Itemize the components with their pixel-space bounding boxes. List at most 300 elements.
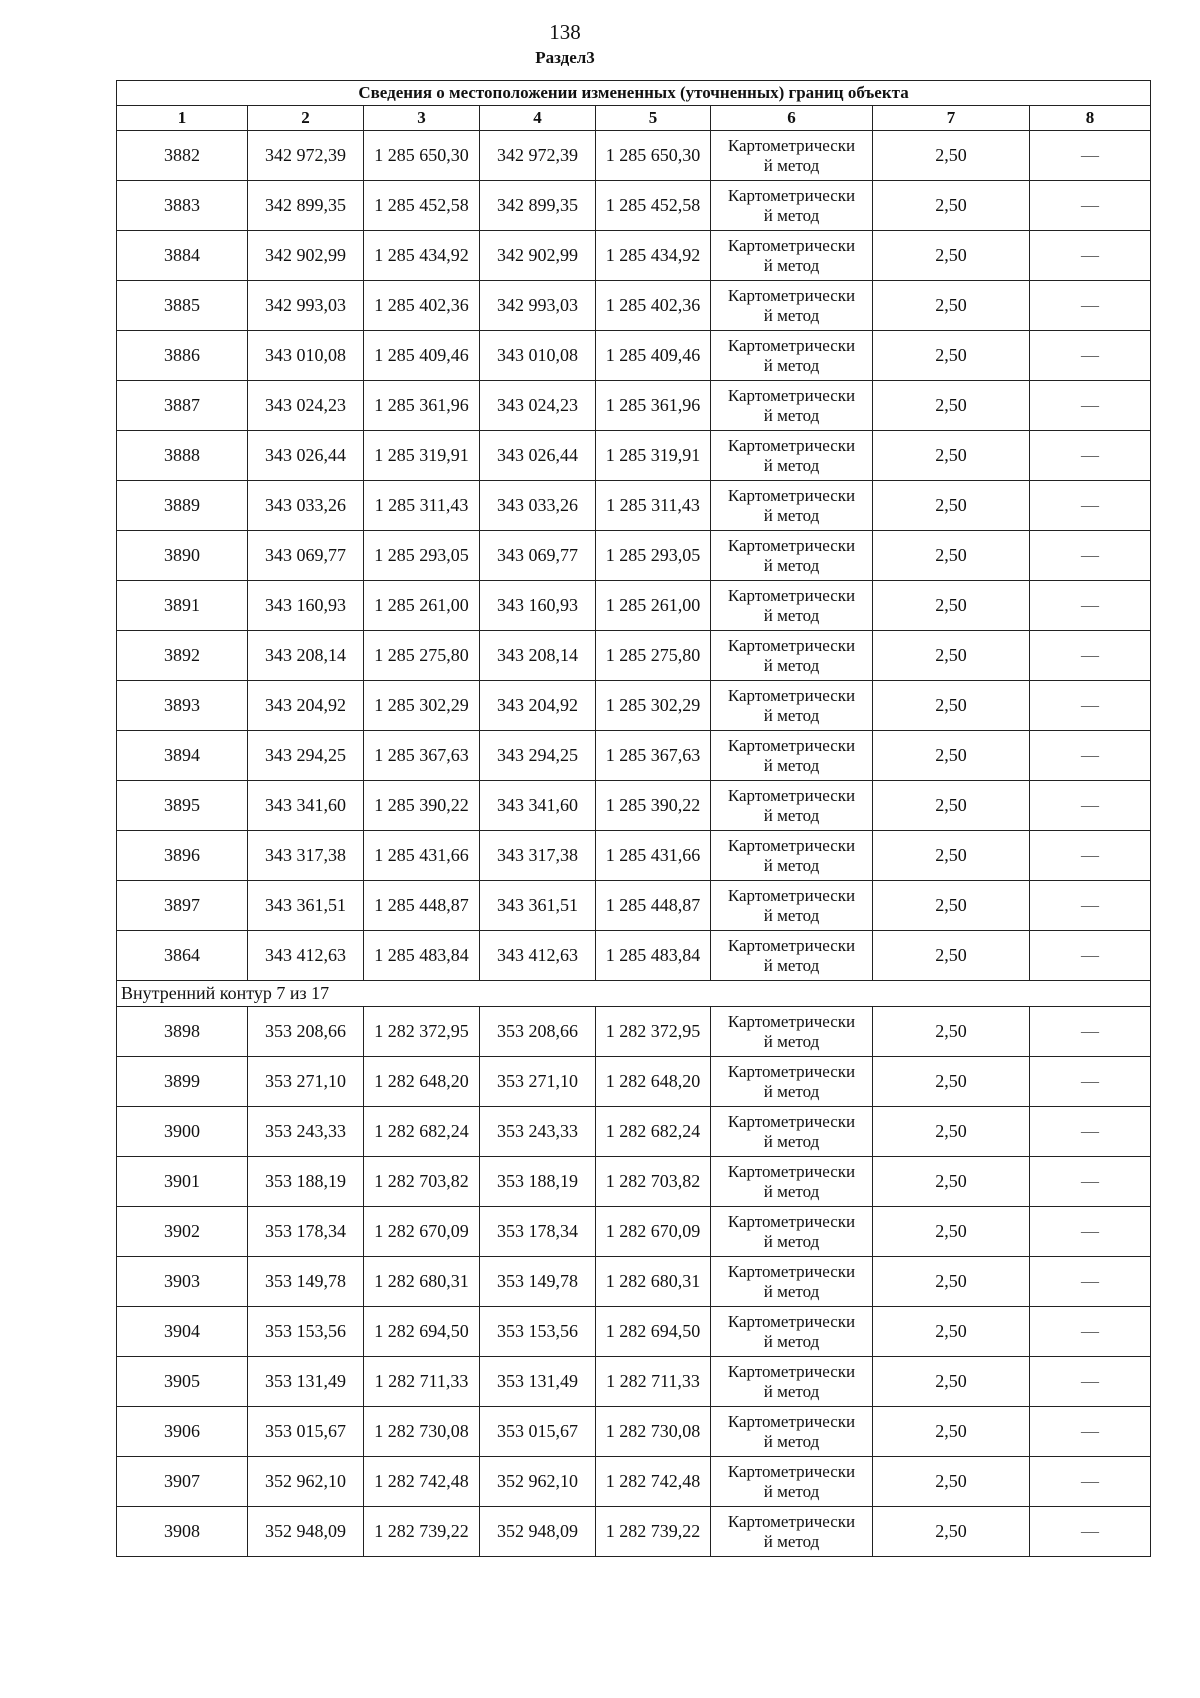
x-new-cell: 353 153,56 [480, 1307, 596, 1357]
x-old-cell: 343 033,26 [248, 481, 364, 531]
method-line: Картометрически [727, 885, 856, 905]
accuracy-cell: 2,50 [873, 781, 1030, 831]
point-number-cell: 3899 [117, 1057, 248, 1107]
method-cell [711, 1407, 873, 1457]
accuracy-cell: 2,50 [873, 131, 1030, 181]
method-line: й метод [763, 1231, 820, 1251]
y-old-cell: 1 285 293,05 [364, 531, 480, 581]
y-new-cell: 1 285 431,66 [596, 831, 711, 881]
y-old-cell: 1 285 402,36 [364, 281, 480, 331]
x-old-cell: 343 024,23 [248, 381, 364, 431]
point-number-cell: 3883 [117, 181, 248, 231]
method-line: Картометрически [727, 785, 856, 805]
table-row [117, 1057, 1151, 1107]
y-new-cell: 1 285 261,00 [596, 581, 711, 631]
method-line: Картометрически [727, 485, 856, 505]
x-new-cell: 352 962,10 [480, 1457, 596, 1507]
accuracy-cell: 2,50 [873, 1107, 1030, 1157]
method-line: й метод [763, 1131, 820, 1151]
point-number-cell: 3892 [117, 631, 248, 681]
method-cell [711, 181, 873, 231]
method-cell [711, 1207, 873, 1257]
method-line: Картометрически [727, 235, 856, 255]
x-new-cell: 342 972,39 [480, 131, 596, 181]
point-number-cell: 3896 [117, 831, 248, 881]
method-line: Картометрически [727, 1111, 856, 1131]
column-number: 3 [364, 106, 480, 131]
section-title: Раздел3 [535, 48, 595, 67]
y-new-cell: 1 285 275,80 [596, 631, 711, 681]
y-old-cell: 1 282 670,09 [364, 1207, 480, 1257]
point-number-cell: 3893 [117, 681, 248, 731]
y-old-cell: 1 285 448,87 [364, 881, 480, 931]
method-cell [711, 581, 873, 631]
column-number: 1 [117, 106, 248, 131]
y-old-cell: 1 285 302,29 [364, 681, 480, 731]
description-cell: — [1030, 1507, 1151, 1557]
description-cell: — [1030, 481, 1151, 531]
method-cell [711, 1007, 873, 1057]
table-row [117, 481, 1151, 531]
description-cell: — [1030, 1207, 1151, 1257]
method-line: Картометрически [727, 685, 856, 705]
method-cell [711, 1357, 873, 1407]
x-new-cell: 343 069,77 [480, 531, 596, 581]
method-line: Картометрически [727, 385, 856, 405]
description-cell: — [1030, 731, 1151, 781]
x-old-cell: 342 972,39 [248, 131, 364, 181]
method-line: Картометрически [727, 635, 856, 655]
description-cell: — [1030, 1457, 1151, 1507]
table-row [117, 1107, 1151, 1157]
accuracy-cell: 2,50 [873, 881, 1030, 931]
method-line: й метод [763, 255, 820, 275]
method-line: й метод [763, 1381, 820, 1401]
method-line: й метод [763, 855, 820, 875]
method-line: й метод [763, 405, 820, 425]
table-row [117, 931, 1151, 981]
x-new-cell: 343 361,51 [480, 881, 596, 931]
y-old-cell: 1 285 409,46 [364, 331, 480, 381]
y-old-cell: 1 285 390,22 [364, 781, 480, 831]
description-cell: — [1030, 1407, 1151, 1457]
method-line: й метод [763, 955, 820, 975]
accuracy-cell: 2,50 [873, 431, 1030, 481]
y-old-cell: 1 285 431,66 [364, 831, 480, 881]
y-new-cell: 1 282 742,48 [596, 1457, 711, 1507]
method-line: й метод [763, 1281, 820, 1301]
x-new-cell: 353 131,49 [480, 1357, 596, 1407]
method-line: й метод [763, 905, 820, 925]
table-row [117, 181, 1151, 231]
y-new-cell: 1 285 434,92 [596, 231, 711, 281]
accuracy-cell: 2,50 [873, 1357, 1030, 1407]
method-cell [711, 1157, 873, 1207]
method-line: Картометрически [727, 835, 856, 855]
table-row [117, 731, 1151, 781]
y-new-cell: 1 285 319,91 [596, 431, 711, 481]
x-old-cell: 353 208,66 [248, 1007, 364, 1057]
x-old-cell: 343 317,38 [248, 831, 364, 881]
point-number-cell: 3884 [117, 231, 248, 281]
description-cell: — [1030, 381, 1151, 431]
y-new-cell: 1 285 409,46 [596, 331, 711, 381]
table-row [117, 381, 1151, 431]
method-line: й метод [763, 1031, 820, 1051]
method-cell [711, 531, 873, 581]
column-number: 2 [248, 106, 364, 131]
table-row [117, 631, 1151, 681]
y-new-cell: 1 282 680,31 [596, 1257, 711, 1307]
method-line: Картометрически [727, 935, 856, 955]
method-line: Картометрически [727, 135, 856, 155]
method-line: й метод [763, 655, 820, 675]
method-cell [711, 781, 873, 831]
description-cell: — [1030, 881, 1151, 931]
x-old-cell: 353 153,56 [248, 1307, 364, 1357]
y-old-cell: 1 282 372,95 [364, 1007, 480, 1057]
y-new-cell: 1 285 650,30 [596, 131, 711, 181]
method-line: й метод [763, 455, 820, 475]
x-new-cell: 353 015,67 [480, 1407, 596, 1457]
accuracy-cell: 2,50 [873, 681, 1030, 731]
point-number-cell: 3885 [117, 281, 248, 331]
description-cell: — [1030, 231, 1151, 281]
point-number-cell: 3887 [117, 381, 248, 431]
x-new-cell: 353 243,33 [480, 1107, 596, 1157]
y-new-cell: 1 282 730,08 [596, 1407, 711, 1457]
method-line: Картометрически [727, 285, 856, 305]
table-row [117, 1407, 1151, 1457]
y-old-cell: 1 285 361,96 [364, 381, 480, 431]
column-number: 4 [480, 106, 596, 131]
description-cell: — [1030, 1157, 1151, 1207]
y-old-cell: 1 282 694,50 [364, 1307, 480, 1357]
y-new-cell: 1 282 694,50 [596, 1307, 711, 1357]
method-line: Картометрически [727, 1211, 856, 1231]
y-new-cell: 1 282 711,33 [596, 1357, 711, 1407]
accuracy-cell: 2,50 [873, 481, 1030, 531]
accuracy-cell: 2,50 [873, 1307, 1030, 1357]
point-number-cell: 3907 [117, 1457, 248, 1507]
y-old-cell: 1 285 311,43 [364, 481, 480, 531]
table-row [117, 1157, 1151, 1207]
point-number-cell: 3889 [117, 481, 248, 531]
point-number-cell: 3888 [117, 431, 248, 481]
y-old-cell: 1 285 434,92 [364, 231, 480, 281]
method-line: й метод [763, 355, 820, 375]
accuracy-cell: 2,50 [873, 581, 1030, 631]
x-old-cell: 353 271,10 [248, 1057, 364, 1107]
contour-row [117, 981, 1151, 1007]
x-new-cell: 343 160,93 [480, 581, 596, 631]
y-new-cell: 1 285 361,96 [596, 381, 711, 431]
method-cell [711, 331, 873, 381]
y-old-cell: 1 285 483,84 [364, 931, 480, 981]
method-line: й метод [763, 1181, 820, 1201]
method-line: Картометрически [727, 1311, 856, 1331]
method-line: й метод [763, 505, 820, 525]
y-old-cell: 1 282 682,24 [364, 1107, 480, 1157]
point-number-cell: 3886 [117, 331, 248, 381]
x-old-cell: 343 341,60 [248, 781, 364, 831]
accuracy-cell: 2,50 [873, 1157, 1030, 1207]
y-new-cell: 1 285 367,63 [596, 731, 711, 781]
accuracy-cell: 2,50 [873, 381, 1030, 431]
x-new-cell: 353 208,66 [480, 1007, 596, 1057]
x-old-cell: 342 993,03 [248, 281, 364, 331]
y-new-cell: 1 285 311,43 [596, 481, 711, 531]
x-new-cell: 343 024,23 [480, 381, 596, 431]
accuracy-cell: 2,50 [873, 181, 1030, 231]
table-row [117, 581, 1151, 631]
y-old-cell: 1 282 739,22 [364, 1507, 480, 1557]
point-number-cell: 3898 [117, 1007, 248, 1057]
table-caption: Сведения о местоположении измененных (уточненных) границ объекта [117, 81, 1151, 106]
method-line: Картометрически [727, 1361, 856, 1381]
y-new-cell: 1 285 390,22 [596, 781, 711, 831]
x-new-cell: 343 317,38 [480, 831, 596, 881]
point-number-cell: 3901 [117, 1157, 248, 1207]
table-row [117, 1257, 1151, 1307]
method-cell [711, 681, 873, 731]
method-line: й метод [763, 155, 820, 175]
method-cell [711, 931, 873, 981]
description-cell: — [1030, 1057, 1151, 1107]
method-line: Картометрически [727, 1511, 856, 1531]
table-row [117, 131, 1151, 181]
table-row [117, 1357, 1151, 1407]
table-body [117, 131, 1151, 1557]
x-old-cell: 343 294,25 [248, 731, 364, 781]
method-cell [711, 1507, 873, 1557]
description-cell: — [1030, 1357, 1151, 1407]
method-cell [711, 731, 873, 781]
accuracy-cell: 2,50 [873, 281, 1030, 331]
accuracy-cell: 2,50 [873, 1007, 1030, 1057]
column-number: 8 [1030, 106, 1151, 131]
accuracy-cell: 2,50 [873, 231, 1030, 281]
x-old-cell: 343 361,51 [248, 881, 364, 931]
method-cell [711, 1107, 873, 1157]
x-old-cell: 352 948,09 [248, 1507, 364, 1557]
x-new-cell: 343 026,44 [480, 431, 596, 481]
method-line: Картометрически [727, 585, 856, 605]
table-row [117, 681, 1151, 731]
description-cell: — [1030, 531, 1151, 581]
point-number-cell: 3905 [117, 1357, 248, 1407]
method-line: й метод [763, 1531, 820, 1551]
accuracy-cell: 2,50 [873, 1257, 1030, 1307]
y-old-cell: 1 285 452,58 [364, 181, 480, 231]
point-number-cell: 3903 [117, 1257, 248, 1307]
method-cell [711, 481, 873, 531]
y-old-cell: 1 285 261,00 [364, 581, 480, 631]
table-row [117, 781, 1151, 831]
method-line: й метод [763, 1431, 820, 1451]
x-new-cell: 343 294,25 [480, 731, 596, 781]
description-cell: — [1030, 581, 1151, 631]
y-new-cell: 1 282 372,95 [596, 1007, 711, 1057]
y-old-cell: 1 282 703,82 [364, 1157, 480, 1207]
y-old-cell: 1 285 367,63 [364, 731, 480, 781]
description-cell: — [1030, 1007, 1151, 1057]
method-line: й метод [763, 1481, 820, 1501]
method-line: й метод [763, 705, 820, 725]
column-number: 5 [596, 106, 711, 131]
description-cell: — [1030, 681, 1151, 731]
accuracy-cell: 2,50 [873, 331, 1030, 381]
accuracy-cell: 2,50 [873, 931, 1030, 981]
method-line: Картометрически [727, 1161, 856, 1181]
method-line: Картометрически [727, 185, 856, 205]
table-row [117, 881, 1151, 931]
method-line: й метод [763, 555, 820, 575]
y-old-cell: 1 285 650,30 [364, 131, 480, 181]
table-row [117, 531, 1151, 581]
method-line: й метод [763, 605, 820, 625]
table-row [117, 1007, 1151, 1057]
description-cell: — [1030, 931, 1151, 981]
description-cell: — [1030, 781, 1151, 831]
x-new-cell: 353 271,10 [480, 1057, 596, 1107]
point-number-cell: 3906 [117, 1407, 248, 1457]
method-cell [711, 831, 873, 881]
y-new-cell: 1 285 293,05 [596, 531, 711, 581]
accuracy-cell: 2,50 [873, 831, 1030, 881]
table-row [117, 431, 1151, 481]
x-old-cell: 353 015,67 [248, 1407, 364, 1457]
method-line: Картометрически [727, 1061, 856, 1081]
y-new-cell: 1 282 648,20 [596, 1057, 711, 1107]
method-cell [711, 281, 873, 331]
x-new-cell: 343 341,60 [480, 781, 596, 831]
method-line: й метод [763, 1331, 820, 1351]
method-cell [711, 1057, 873, 1107]
accuracy-cell: 2,50 [873, 1057, 1030, 1107]
x-old-cell: 343 204,92 [248, 681, 364, 731]
contour-label: Внутренний контур 7 из 17 [117, 981, 1151, 1007]
table-row [117, 1507, 1151, 1557]
point-number-cell: 3904 [117, 1307, 248, 1357]
point-number-cell: 3891 [117, 581, 248, 631]
table-row [117, 331, 1151, 381]
point-number-cell: 3900 [117, 1107, 248, 1157]
method-line: Картометрически [727, 535, 856, 555]
y-new-cell: 1 285 483,84 [596, 931, 711, 981]
x-old-cell: 343 010,08 [248, 331, 364, 381]
method-line: й метод [763, 755, 820, 775]
description-cell: — [1030, 1257, 1151, 1307]
method-cell [711, 1457, 873, 1507]
page-number: 138 [549, 20, 581, 44]
method-cell [711, 881, 873, 931]
accuracy-cell: 2,50 [873, 631, 1030, 681]
y-old-cell: 1 285 319,91 [364, 431, 480, 481]
description-cell: — [1030, 181, 1151, 231]
method-cell [711, 381, 873, 431]
x-old-cell: 343 208,14 [248, 631, 364, 681]
x-old-cell: 342 899,35 [248, 181, 364, 231]
method-cell [711, 631, 873, 681]
y-old-cell: 1 282 742,48 [364, 1457, 480, 1507]
accuracy-cell: 2,50 [873, 1207, 1030, 1257]
method-cell [711, 131, 873, 181]
column-number: 6 [711, 106, 873, 131]
column-number-row [117, 106, 1151, 131]
method-line: й метод [763, 305, 820, 325]
y-new-cell: 1 285 452,58 [596, 181, 711, 231]
method-line: Картометрически [727, 1011, 856, 1031]
y-new-cell: 1 285 402,36 [596, 281, 711, 331]
x-old-cell: 353 243,33 [248, 1107, 364, 1157]
x-new-cell: 343 412,63 [480, 931, 596, 981]
point-number-cell: 3902 [117, 1207, 248, 1257]
y-new-cell: 1 285 302,29 [596, 681, 711, 731]
table-row [117, 831, 1151, 881]
x-new-cell: 343 010,08 [480, 331, 596, 381]
x-old-cell: 343 026,44 [248, 431, 364, 481]
y-new-cell: 1 282 703,82 [596, 1157, 711, 1207]
point-number-cell: 3908 [117, 1507, 248, 1557]
description-cell: — [1030, 131, 1151, 181]
description-cell: — [1030, 631, 1151, 681]
point-number-cell: 3864 [117, 931, 248, 981]
description-cell: — [1030, 331, 1151, 381]
method-line: й метод [763, 205, 820, 225]
x-old-cell: 342 902,99 [248, 231, 364, 281]
y-old-cell: 1 282 711,33 [364, 1357, 480, 1407]
accuracy-cell: 2,50 [873, 1407, 1030, 1457]
x-old-cell: 353 188,19 [248, 1157, 364, 1207]
x-new-cell: 343 033,26 [480, 481, 596, 531]
method-cell [711, 1257, 873, 1307]
x-new-cell: 353 149,78 [480, 1257, 596, 1307]
method-cell [711, 231, 873, 281]
point-number-cell: 3895 [117, 781, 248, 831]
x-new-cell: 353 188,19 [480, 1157, 596, 1207]
method-line: Картометрически [727, 1411, 856, 1431]
point-number-cell: 3894 [117, 731, 248, 781]
x-new-cell: 342 902,99 [480, 231, 596, 281]
boundary-table [116, 80, 1151, 1557]
column-number: 7 [873, 106, 1030, 131]
y-old-cell: 1 285 275,80 [364, 631, 480, 681]
x-old-cell: 343 412,63 [248, 931, 364, 981]
y-new-cell: 1 282 739,22 [596, 1507, 711, 1557]
table-row [117, 231, 1151, 281]
y-new-cell: 1 285 448,87 [596, 881, 711, 931]
x-new-cell: 343 208,14 [480, 631, 596, 681]
table-row [117, 281, 1151, 331]
method-line: Картометрически [727, 735, 856, 755]
x-old-cell: 352 962,10 [248, 1457, 364, 1507]
method-line: Картометрически [727, 435, 856, 455]
y-new-cell: 1 282 682,24 [596, 1107, 711, 1157]
description-cell: — [1030, 1107, 1151, 1157]
y-old-cell: 1 282 648,20 [364, 1057, 480, 1107]
description-cell: — [1030, 431, 1151, 481]
method-cell [711, 1307, 873, 1357]
description-cell: — [1030, 831, 1151, 881]
accuracy-cell: 2,50 [873, 531, 1030, 581]
y-old-cell: 1 282 680,31 [364, 1257, 480, 1307]
x-new-cell: 342 993,03 [480, 281, 596, 331]
method-cell [711, 431, 873, 481]
method-line: й метод [763, 805, 820, 825]
x-old-cell: 353 178,34 [248, 1207, 364, 1257]
method-line: Картометрически [727, 1261, 856, 1281]
